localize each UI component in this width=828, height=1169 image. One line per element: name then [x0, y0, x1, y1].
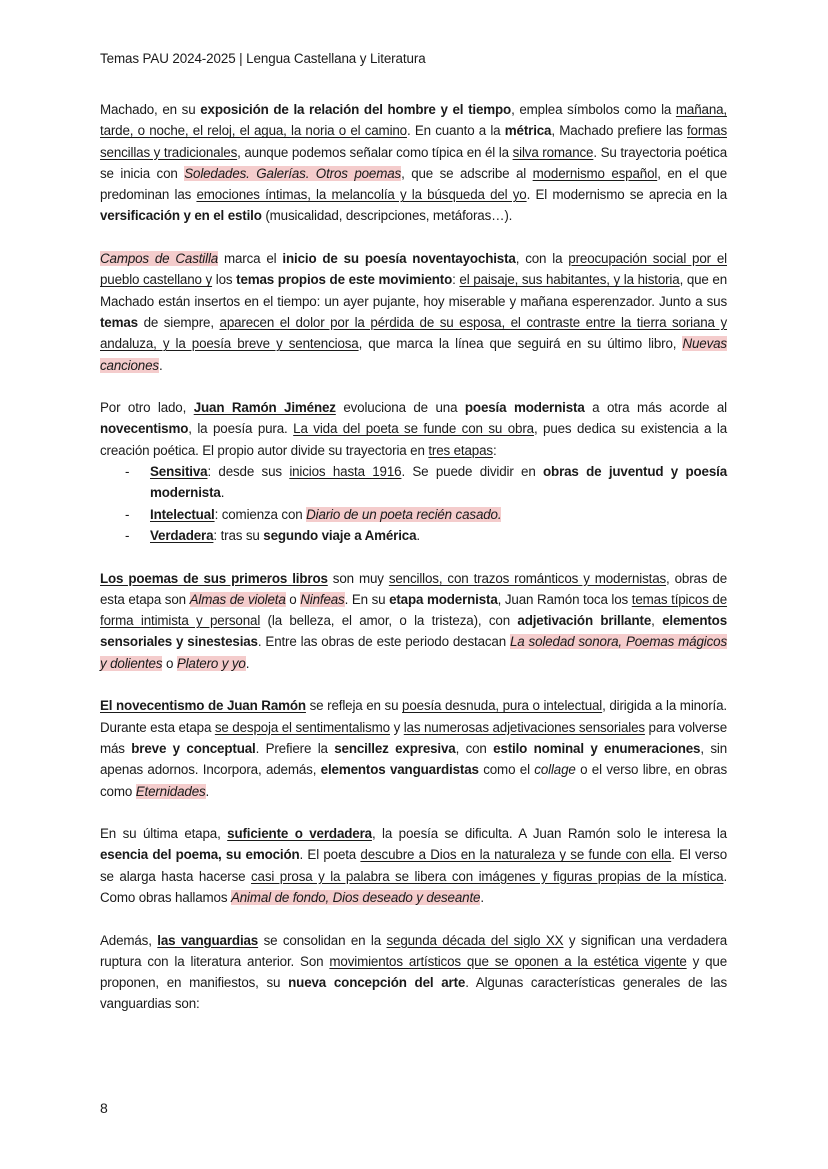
- stages-list: [100, 461, 727, 546]
- book-title-highlight: Nuevas canciones: [100, 336, 727, 373]
- paragraph-machado-tiempo: Machado, en su exposición de la relación del hombre y el tiempo, emplea símbolos como la mañana, tarde, o noche, el reloj, el agua, la noria o el camino. En cuanto a la métrica, Machado prefiere las formas sencillas y tradicionales, aunque podemos señalar como típica en él la silva romance. Su trayectoria poética se inicia con Soledades. Galerías. Otros poemas, que se adscribe al modernismo español, en el que predominan las emociones íntimas, la melancolía y la búsqueda del yo. El modernismo se aprecia en la versificación y en el estilo (musicalidad, descripciones, metáforas…).: [100, 102, 728, 224]
- book-title-highlight: La soledad sonora, Poemas mágicos y dolientes: [100, 634, 727, 671]
- page-number: 8: [100, 1100, 108, 1116]
- book-title-highlight: Campos de Castilla: [100, 251, 219, 267]
- book-title-highlight: Diario de un poeta recién casado.: [306, 506, 502, 522]
- paragraph-ultima-etapa: En su última etapa, suficiente o verdadera, la poesía se dificulta. A Juan Ramón solo le interesa la esencia del poema, su emoción. El poeta descubre a Dios en la naturaleza y se funde con ella. El verso se alarga hasta hacerse casi prosa y la palabra se libera con imágenes y figuras propias de la mística. Como obras hallamos Animal de fondo, Dios deseado y deseante.: [100, 826, 728, 905]
- paragraph-primeros-libros: Los poemas de sus primeros libros son muy sencillos, con trazos románticos y modernistas, obras de esta etapa son Almas de violeta o Ninfeas. En su etapa modernista, Juan Ramón toca los temas típicos de forma intimista y personal (la belleza, el amor, o la tristeza), con adjetivación brillante, elementos sensoriales y sinestesias. Entre las obras de este periodo destacan La soledad sonora, Poemas mágicos y dolientes o Platero y yo.: [100, 570, 728, 671]
- paragraph-campos-de-castilla: Campos de Castilla marca el inicio de su poesía noventayochista, con la preocupación social por el pueblo castellano y los temas propios de este movimiento: el paisaje, sus habitantes, y la historia, que en Machado están insertos en el tiempo: un ayer pujante, hoy miserable y mañana esperenzador. Junto a sus temas de siempre, aparecen el dolor por la pérdida de su esposa, el contraste entre la tierra soriana y andaluza, y la poesía breve y sentenciosa, que marca la línea que seguirá en su último libro, Nuevas canciones.: [100, 251, 728, 373]
- page-header: Temas PAU 2024-2025 | Lengua Castellana y Literatura: [100, 51, 426, 66]
- paragraph-juan-ramon-intro: Por otro lado, Juan Ramón Jiménez evoluciona de una poesía modernista a otra más acorde al novecentismo, la poesía pura. La vida del poeta se funde con su obra, pues dedica su existencia a la creación poética. El propio autor divide su trayectoria en tres etapas:: [100, 400, 727, 458]
- book-title-highlight: Platero y yo: [176, 655, 246, 671]
- book-title-highlight: Almas de violeta: [189, 591, 286, 607]
- book-title-highlight: Eternidades: [135, 783, 206, 799]
- list-item-verdadera: - Verdadera: tras su segundo viaje a América.: [100, 525, 727, 546]
- document-body: [100, 99, 727, 1036]
- paragraph-vanguardias: Además, las vanguardias se consolidan en la segunda década del siglo XX y significan una verdadera ruptura con la literatura anterior. Son movimientos artísticos que se oponen a la estética vigente y que proponen, en manifiestos, su nueva concepción del arte. Algunas características generales de las vanguardias son:: [100, 932, 728, 1012]
- list-item-sensitiva: - Sensitiva: desde sus inicios hasta 1916. Se puede dividir en obras de juventud y poesía modernista.: [100, 461, 727, 504]
- book-title-highlight: Animal de fondo, Dios deseado y deseante: [230, 889, 481, 905]
- list-item-intelectual: - Intelectual: comienza con Diario de un poeta recién casado.: [100, 504, 727, 525]
- paragraph-novecentismo: El novecentismo de Juan Ramón se refleja en su poesía desnuda, pura o intelectual, dirigida a la minoría. Durante esta etapa se despoja el sentimentalismo y las numerosas adjetivaciones sensoriales para volverse más breve y conceptual. Prefiere la sencillez expresiva, con estilo nominal y enumeraciones, sin apenas adornos. Incorpora, además, elementos vanguardistas como el collage o el verso libre, en obras como Eternidades.: [100, 698, 728, 799]
- book-title-highlight: Ninfeas: [300, 591, 345, 607]
- book-title-highlight: Soledades. Galerías. Otros poemas: [184, 165, 402, 181]
